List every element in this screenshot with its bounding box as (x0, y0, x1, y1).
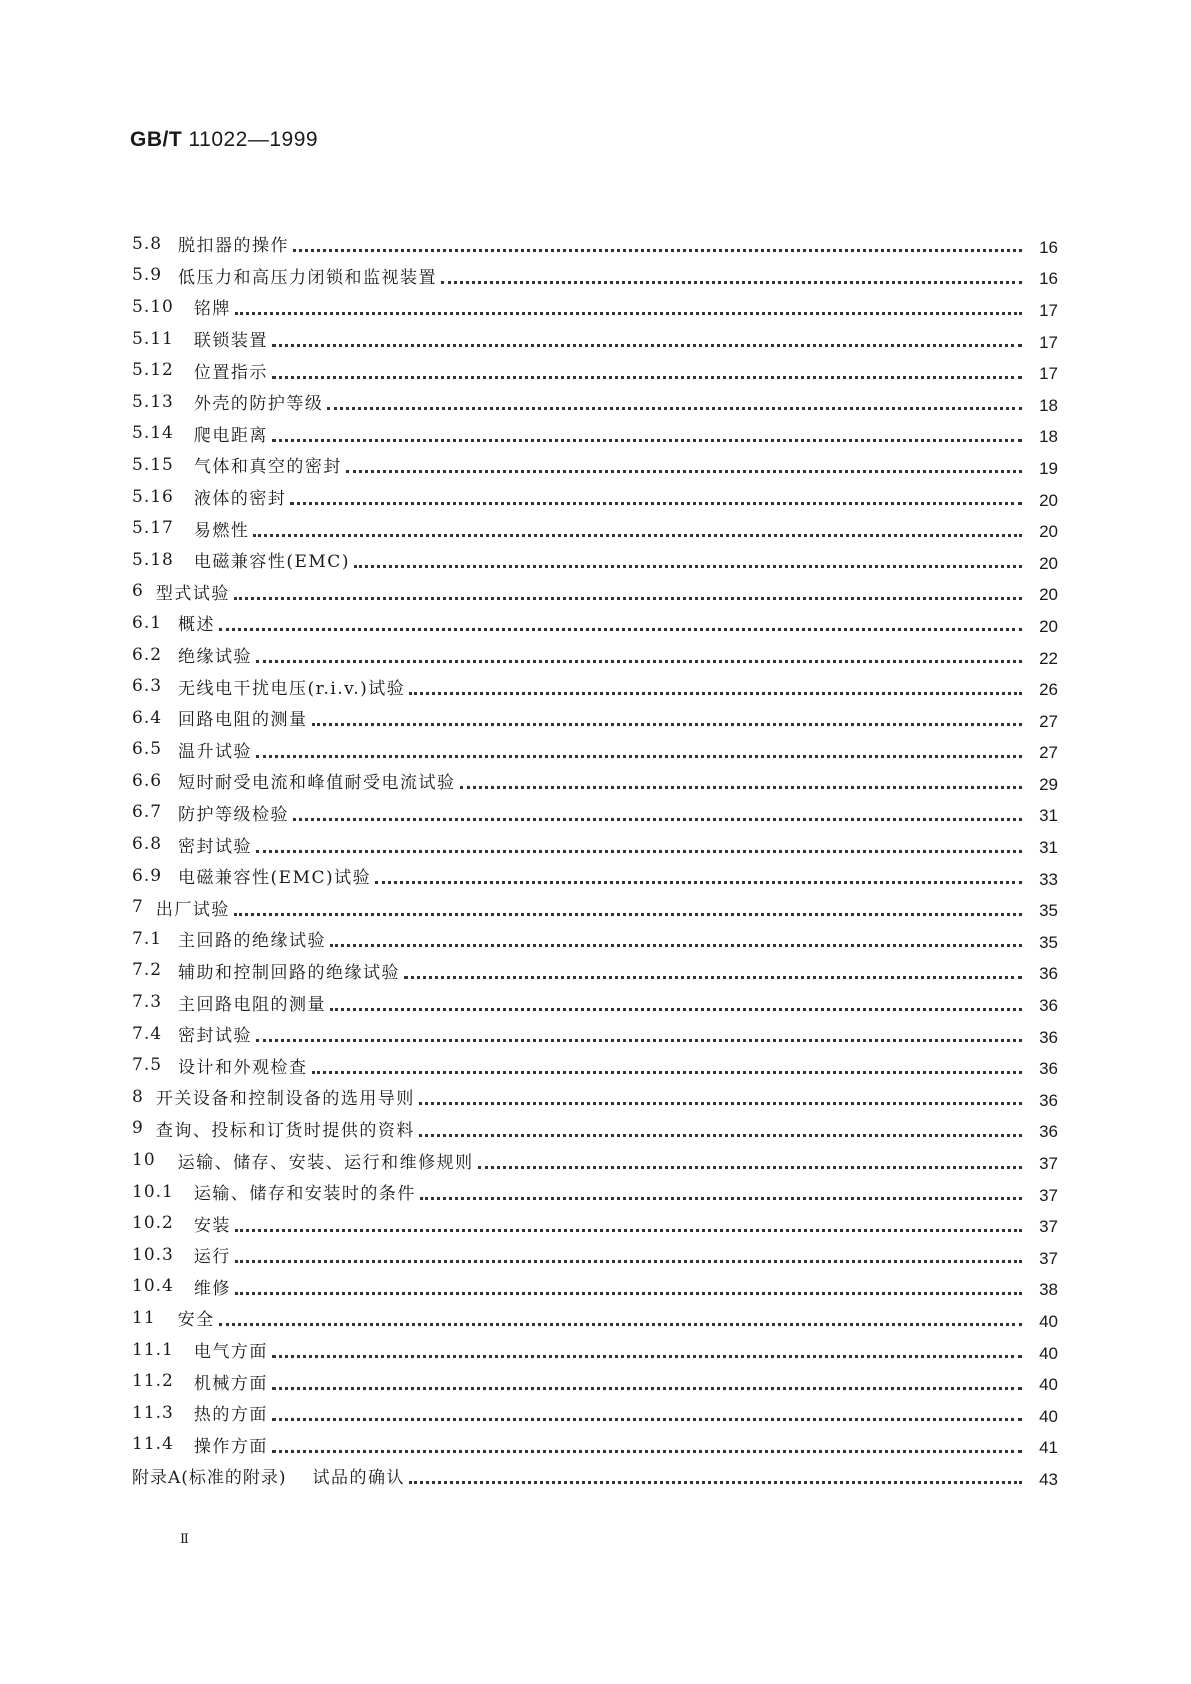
toc-entry-title: 防护等级检验 (178, 804, 290, 825)
toc-entry[interactable] (132, 1429, 1058, 1461)
toc-entry[interactable] (132, 1365, 1058, 1397)
toc-entry-title: 外壳的防护等级 (193, 394, 324, 415)
toc-entry-number: 7 (132, 897, 144, 918)
toc-entry-title: 无线电干扰电压(r.i.v.)试验 (178, 678, 406, 699)
toc-entry-number: 5.8 (132, 233, 163, 254)
toc-entry-number: 6.9 (132, 865, 163, 886)
page-number: Ⅱ (180, 1531, 189, 1546)
toc-entry-title: 热的方面 (193, 1405, 268, 1426)
toc-entry-number: 6 (132, 581, 144, 602)
toc-entry-page: 16 (1039, 269, 1058, 289)
toc-entry-number: 8 (132, 1086, 144, 1107)
toc-entry-number: 5.14 (132, 423, 174, 444)
toc-dot-leader (327, 401, 1022, 410)
toc-entry-number: 5.16 (132, 486, 174, 507)
toc-entry-number: 6.5 (132, 739, 163, 760)
toc-dot-leader (404, 970, 1022, 979)
toc-entry[interactable] (132, 1176, 1058, 1208)
toc-entry-page: 37 (1039, 1217, 1058, 1237)
toc-entry-number: 5.10 (132, 296, 174, 317)
toc-entry-page: 29 (1039, 774, 1058, 794)
toc-dot-leader (234, 907, 1022, 916)
toc-entry-number: 附录A(标准的附录) (132, 1468, 287, 1489)
toc-dot-leader (354, 559, 1022, 568)
toc-dot-leader (330, 1002, 1022, 1011)
toc-entry-title: 查询、投标和订货时提供的资料 (155, 1120, 415, 1141)
toc-entry-title: 概述 (178, 615, 216, 636)
toc-entry-title: 辅助和控制回路的绝缘试验 (178, 962, 401, 983)
toc-entry-page: 27 (1039, 711, 1058, 731)
toc-entry-page: 36 (1039, 1122, 1058, 1142)
toc-entry-page: 36 (1039, 1059, 1058, 1079)
toc-entry[interactable] (132, 1113, 1058, 1145)
toc-entry-page: 40 (1039, 1406, 1058, 1426)
toc-dot-leader (219, 1317, 1022, 1326)
toc-entry-page: 18 (1039, 427, 1058, 447)
toc-entry-number: 11.4 (132, 1434, 174, 1455)
toc-entry-page: 33 (1039, 869, 1058, 889)
toc-entry-title: 型式试验 (155, 583, 230, 604)
toc-entry[interactable] (132, 449, 1058, 481)
toc-entry[interactable] (132, 702, 1058, 734)
toc-dot-leader (235, 306, 1022, 315)
toc-entry[interactable] (132, 1081, 1058, 1113)
toc-entry-page: 16 (1039, 237, 1058, 257)
toc-entry-number: 7.3 (132, 992, 163, 1013)
toc-entry-page: 36 (1039, 1027, 1058, 1047)
toc-entry-title: 设计和外观检查 (178, 1057, 308, 1078)
toc-dot-leader (409, 1475, 1022, 1484)
toc-entry-number: 11.1 (132, 1339, 174, 1360)
toc-entry-page: 19 (1039, 458, 1058, 478)
toc-entry-number: 6.4 (132, 707, 163, 728)
toc-entry-number: 5.12 (132, 360, 174, 381)
toc-entry-page: 20 (1039, 522, 1058, 542)
toc-entry[interactable] (132, 639, 1058, 671)
toc-dot-leader (256, 844, 1022, 853)
toc-entry-page: 37 (1039, 1154, 1058, 1174)
toc-entry-title: 脱扣器的操作 (178, 236, 290, 257)
toc-entry-title: 主回路电阻的测量 (178, 994, 327, 1015)
toc-entry[interactable] (132, 1460, 1058, 1492)
toc-entry[interactable] (132, 228, 1058, 260)
toc-dot-leader (441, 275, 1022, 284)
toc-dot-leader (293, 243, 1022, 252)
toc-entry[interactable] (132, 923, 1058, 955)
toc-entry-page: 20 (1039, 616, 1058, 636)
toc-entry[interactable] (132, 797, 1058, 829)
toc-entry-title: 维修 (193, 1278, 231, 1299)
toc-dot-leader (256, 749, 1022, 758)
toc-entry-number: 5.9 (132, 265, 163, 286)
toc-entry[interactable] (132, 765, 1058, 797)
toc-entry[interactable] (132, 576, 1058, 608)
toc-entry[interactable] (132, 291, 1058, 323)
toc-entry[interactable] (132, 260, 1058, 292)
toc-dot-leader (346, 464, 1022, 473)
toc-entry-title: 回路电阻的测量 (178, 710, 308, 731)
toc-entry-number: 7.5 (132, 1055, 163, 1076)
toc-entry-title: 操作方面 (193, 1436, 268, 1457)
toc-entry-page: 22 (1039, 648, 1058, 668)
toc-dot-leader (272, 1412, 1022, 1421)
toc-entry-title: 电磁兼容性(EMC) (193, 552, 350, 573)
toc-entry-title: 安装 (193, 1215, 231, 1236)
toc-dot-leader (272, 338, 1022, 347)
toc-entry-title: 运输、储存和安装时的条件 (193, 1184, 416, 1205)
toc-entry[interactable] (132, 1397, 1058, 1429)
toc-entry-page: 20 (1039, 585, 1058, 605)
toc-entry-page: 41 (1039, 1438, 1058, 1458)
toc-entry-title: 试品的确认 (312, 1468, 406, 1489)
toc-entry-page: 31 (1039, 838, 1058, 858)
toc-dot-leader (460, 780, 1022, 789)
toc-entry-number: 9 (132, 1118, 144, 1139)
toc-entry-page: 35 (1039, 901, 1058, 921)
standard-number: 11022—1999 (188, 128, 319, 151)
toc-dot-leader (420, 1191, 1022, 1200)
toc-entry-number: 5.15 (132, 454, 174, 475)
toc-entry-page: 17 (1039, 300, 1058, 320)
toc-dot-leader (272, 370, 1022, 379)
toc-entry-title: 电气方面 (193, 1342, 268, 1363)
toc-dot-leader (234, 591, 1022, 600)
toc-dot-leader (409, 686, 1022, 695)
toc-dot-leader (235, 1254, 1022, 1263)
toc-dot-leader (272, 1349, 1022, 1358)
toc-entry-title: 电磁兼容性(EMC)试验 (178, 868, 372, 889)
toc-entry-number: 6.6 (132, 770, 163, 791)
toc-entry-page: 36 (1039, 996, 1058, 1016)
toc-entry-number: 7.2 (132, 960, 163, 981)
toc-entry[interactable] (132, 418, 1058, 450)
toc-entry-number: 5.18 (132, 549, 174, 570)
toc-entry-title: 联锁装置 (193, 331, 268, 352)
toc-entry[interactable] (132, 986, 1058, 1018)
toc-entry-number: 6.1 (132, 612, 163, 633)
toc-entry-number: 11 (132, 1307, 156, 1328)
toc-dot-leader (419, 1096, 1022, 1105)
toc-entry-number: 10.1 (132, 1181, 174, 1202)
toc-entry-title: 密封试验 (178, 1026, 253, 1047)
toc-dot-leader (419, 1128, 1022, 1137)
toc-entry[interactable] (132, 670, 1058, 702)
toc-entry-page: 40 (1039, 1343, 1058, 1363)
toc-entry-number: 6.7 (132, 802, 163, 823)
toc-entry-title: 液体的密封 (193, 489, 287, 510)
toc-entry-title: 低压力和高压力闭锁和监视装置 (178, 267, 438, 288)
toc-entry-page: 38 (1039, 1280, 1058, 1300)
toc-entry[interactable] (132, 323, 1058, 355)
toc-entry-title: 短时耐受电流和峰值耐受电流试验 (178, 773, 456, 794)
toc-entry-title: 出厂试验 (155, 899, 230, 920)
toc-entry-number: 6.8 (132, 834, 163, 855)
toc-entry-title: 运输、储存、安装、运行和维修规则 (177, 1152, 474, 1173)
toc-entry[interactable] (132, 354, 1058, 386)
toc-entry-title: 密封试验 (178, 836, 253, 857)
toc-entry-page: 31 (1039, 806, 1058, 826)
toc-dot-leader (312, 1065, 1022, 1074)
toc-entry-number: 10.3 (132, 1244, 174, 1265)
toc-entry-page: 18 (1039, 395, 1058, 415)
toc-entry[interactable] (132, 1018, 1058, 1050)
toc-entry-page: 35 (1039, 932, 1058, 952)
toc-entry-page: 27 (1039, 743, 1058, 763)
toc-entry[interactable] (132, 955, 1058, 987)
toc-entry-number: 10 (132, 1150, 156, 1171)
toc-entry-page: 40 (1039, 1311, 1058, 1331)
toc-entry-number: 5.17 (132, 518, 174, 539)
toc-entry-number: 5.13 (132, 391, 174, 412)
toc-entry-title: 铭牌 (193, 299, 231, 320)
toc-entry[interactable] (132, 734, 1058, 766)
toc-entry[interactable] (132, 1049, 1058, 1081)
toc-entry-number: 11.2 (132, 1371, 174, 1392)
toc-entry-title: 位置指示 (193, 362, 268, 383)
toc-entry[interactable] (132, 481, 1058, 513)
toc-dot-leader (256, 654, 1022, 663)
toc-entry-page: 37 (1039, 1185, 1058, 1205)
toc-entry[interactable] (132, 1239, 1058, 1271)
toc-dot-leader (253, 528, 1022, 537)
toc-dot-leader (293, 812, 1022, 821)
toc-dot-leader (272, 433, 1022, 442)
toc-entry-number: 6.3 (132, 676, 163, 697)
toc-entry-title: 温升试验 (178, 741, 253, 762)
toc-entry[interactable] (132, 1334, 1058, 1366)
toc-entry-number: 6.2 (132, 644, 163, 665)
toc-entry-title: 运行 (193, 1247, 231, 1268)
toc-entry-page: 17 (1039, 364, 1058, 384)
toc-dot-leader (219, 622, 1022, 631)
toc-entry-title: 机械方面 (193, 1373, 268, 1394)
toc-entry[interactable] (132, 1302, 1058, 1334)
toc-entry[interactable] (132, 1144, 1058, 1176)
toc-entry[interactable] (132, 1207, 1058, 1239)
toc-entry[interactable] (132, 828, 1058, 860)
toc-entry[interactable] (132, 386, 1058, 418)
toc-dot-leader (330, 938, 1022, 947)
toc-entry[interactable] (132, 891, 1058, 923)
toc-entry-number: 10.2 (132, 1213, 174, 1234)
toc-entry[interactable] (132, 1271, 1058, 1303)
toc-entry-number: 7.4 (132, 1023, 163, 1044)
toc-dot-leader (272, 1444, 1022, 1453)
toc-dot-leader (256, 1033, 1022, 1042)
document-header (130, 128, 318, 152)
toc-entry-title: 安全 (177, 1310, 215, 1331)
toc-entry-page: 20 (1039, 490, 1058, 510)
toc-entry-title: 绝缘试验 (178, 647, 253, 668)
toc-entry-page: 26 (1039, 680, 1058, 700)
toc-entry-page: 43 (1039, 1469, 1058, 1489)
toc-dot-leader (375, 875, 1022, 884)
toc-entry-number: 10.4 (132, 1276, 174, 1297)
toc-dot-leader (290, 496, 1022, 505)
toc-entry-number: 5.11 (132, 328, 174, 349)
toc-entry-number: 7.1 (132, 928, 163, 949)
toc-entry-page: 37 (1039, 1248, 1058, 1268)
toc-entry-number: 11.3 (132, 1402, 174, 1423)
toc-entry[interactable] (132, 860, 1058, 892)
toc-entry-title: 易燃性 (193, 520, 250, 541)
toc-entry[interactable] (132, 607, 1058, 639)
toc-entry-page: 36 (1039, 1090, 1058, 1110)
toc-entry-page: 36 (1039, 964, 1058, 984)
toc-dot-leader (478, 1160, 1022, 1169)
toc-entry-title: 开关设备和控制设备的选用导则 (155, 1089, 415, 1110)
toc-entry-title: 主回路的绝缘试验 (178, 931, 327, 952)
toc-entry[interactable] (132, 512, 1058, 544)
toc-entry[interactable] (132, 544, 1058, 576)
toc-dot-leader (312, 717, 1022, 726)
toc-dot-leader (235, 1286, 1022, 1295)
toc-entry-page: 17 (1039, 332, 1058, 352)
table-of-contents (132, 228, 1058, 1492)
toc-entry-page: 40 (1039, 1375, 1058, 1395)
toc-entry-page: 20 (1039, 553, 1058, 573)
toc-dot-leader (272, 1381, 1022, 1390)
standard-code: GB/T (130, 128, 183, 151)
toc-entry-title: 气体和真空的密封 (193, 457, 342, 478)
toc-dot-leader (235, 1223, 1022, 1232)
toc-entry-title: 爬电距离 (193, 425, 268, 446)
